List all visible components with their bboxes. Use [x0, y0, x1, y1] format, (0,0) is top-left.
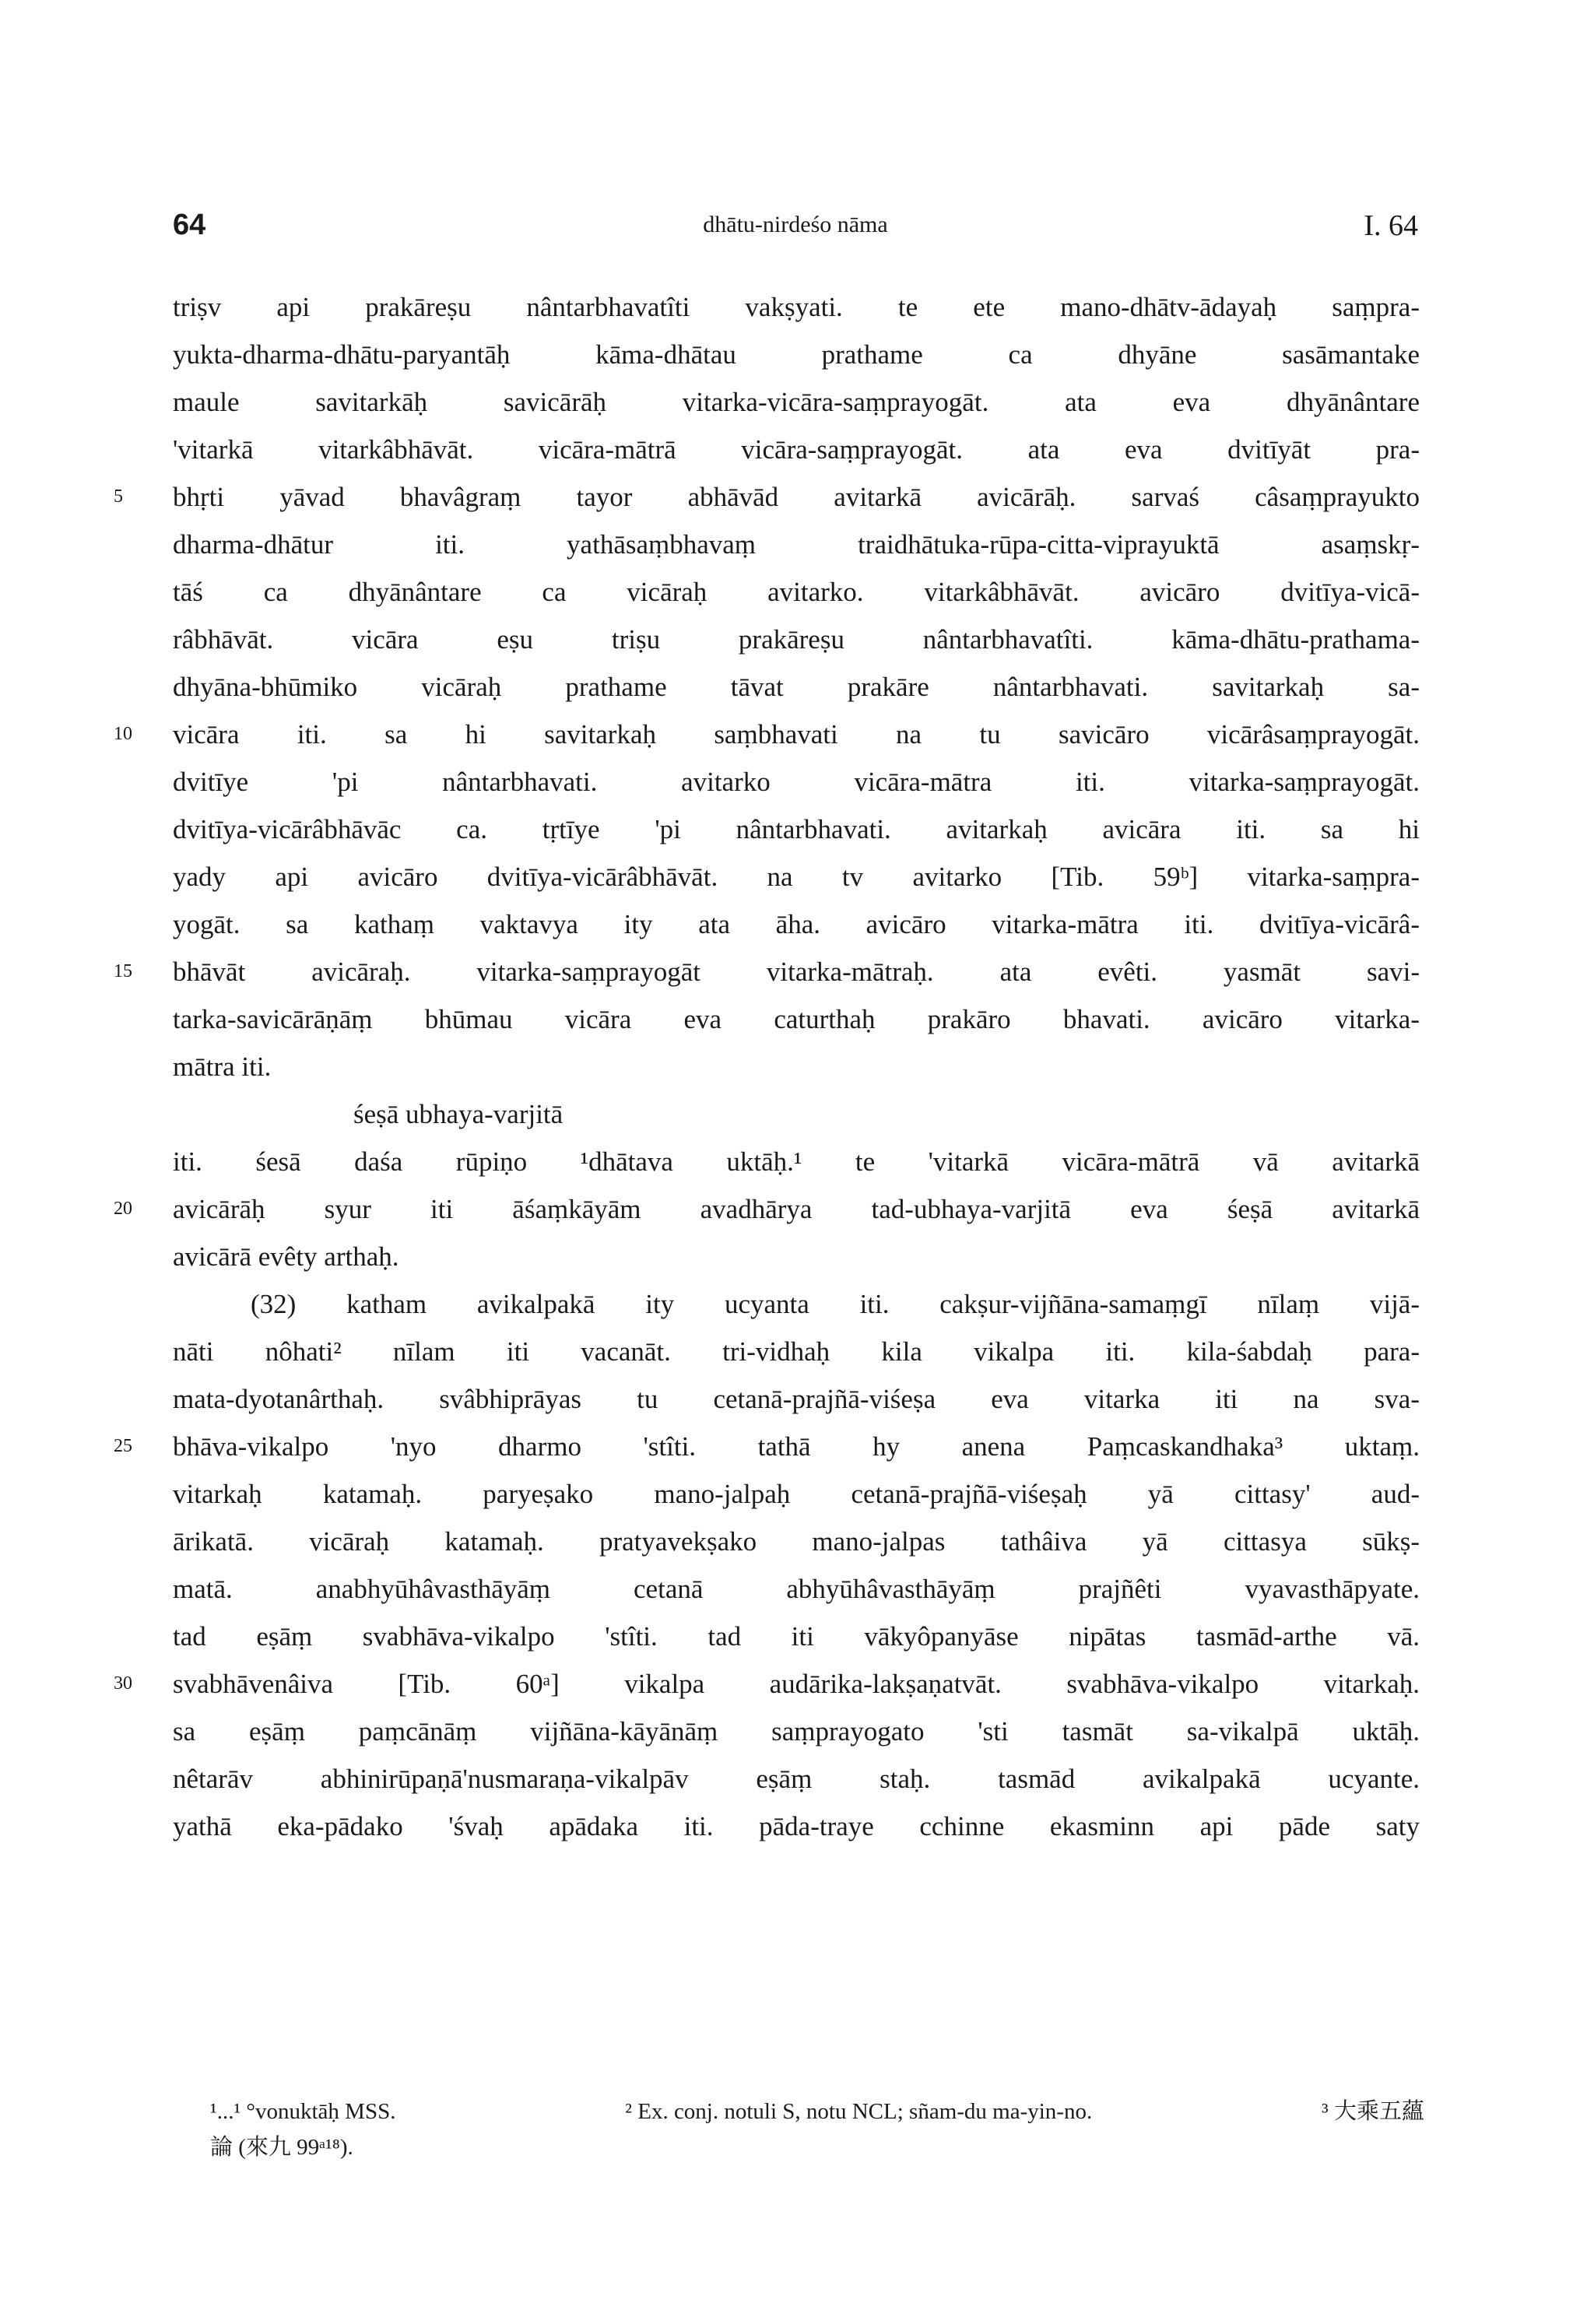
footnote-3-continuation: 論 (來九 99ᵃ¹⁸). [210, 2135, 353, 2160]
line-number: 25 [114, 1436, 132, 1456]
text-line: matā. anabhyūhâvasthāyāṃ cetanā abhyūhâvasthāyāṃ prajñêti vyavasthāpyate. [173, 1574, 1420, 1604]
text-line: bhṛti yāvad bhavâgraṃ tayor abhāvād avitarkā avicārāḥ. sarvaś câsaṃprayukto [173, 482, 1420, 512]
text-line: avicārāḥ syur iti āśaṃkāyām avadhārya tad-ubhaya-varjitā eva śeṣā avitarkā [173, 1194, 1420, 1224]
text-line: dhyāna-bhūmiko vicāraḥ prathame tāvat prakāre nântarbhavati. savitarkaḥ sa- [173, 672, 1420, 702]
text-line: dvitīya-vicārâbhāvāc ca. tṛtīye 'pi nântarbhavati. avitarkaḥ avicāra iti. sa hi [173, 814, 1420, 844]
text-line: triṣv api prakāreṣu nântarbhavatîti vakṣyati. te ete mano-dhātv-ādayaḥ saṃpra- [173, 292, 1420, 322]
paragraph-start-line: (32) katham avikalpakā ity ucyanta iti. cakṣur-vijñāna-samaṃgī nīlaṃ vijā- [251, 1289, 1420, 1319]
line-number: 10 [114, 724, 132, 744]
text-line: yogāt. sa kathaṃ vaktavya ity ata āha. avicāro vitarka-mātra iti. dvitīya-vicārâ- [173, 909, 1420, 939]
line-number: 15 [114, 961, 132, 981]
text-line: 'vitarkā vitarkâbhāvāt. vicāra-mātrā vicāra-saṃprayogāt. ata eva dvitīyāt pra- [173, 434, 1420, 465]
text-line: nāti nôhati² nīlam iti vacanāt. tri-vidhaḥ kila vikalpa iti. kila-śabdaḥ para- [173, 1336, 1420, 1367]
line-number: 5 [114, 486, 123, 507]
text-line: yathā eka-pādako 'śvaḥ apādaka iti. pāda-traye cchinne ekasminn api pāde saty [173, 1811, 1420, 1841]
text-line: dvitīye 'pi nântarbhavati. avitarko vicāra-mātra iti. vitarka-saṃprayogāt. [173, 767, 1420, 797]
text-line: sa eṣāṃ paṃcānāṃ vijñāna-kāyānāṃ saṃprayogato 'sti tasmāt sa-vikalpā uktāḥ. [173, 1716, 1420, 1747]
text-line: iti. śesā daśa rūpiṇo ¹dhātava uktāḥ.¹ te 'vitarkā vicāra-mātrā vā avitarkā [173, 1146, 1420, 1177]
text-line: tarka-savicārāṇāṃ bhūmau vicāra eva caturthaḥ prakāro bhavati. avicāro vitarka- [173, 1004, 1420, 1034]
page-header [173, 209, 1418, 247]
text-line: vicāra iti. sa hi savitarkaḥ saṃbhavati na tu savicāro vicārâsaṃprayogāt. [173, 719, 1420, 750]
line-number: 30 [114, 1673, 132, 1694]
text-line: ārikatā. vicāraḥ katamaḥ. pratyavekṣako mano-jalpas tathâiva yā cittasya sūkṣ- [173, 1526, 1420, 1557]
text-line: dharma-dhātur iti. yathāsaṃbhavaṃ traidhātuka-rūpa-citta-viprayuktā asaṃskṛ- [173, 529, 1420, 560]
verse-line: śeṣā ubhaya-varjitā [353, 1099, 564, 1129]
text-line: bhāva-vikalpo 'nyo dharmo 'stîti. tathā hy anena Paṃcaskandhaka³ uktaṃ. [173, 1431, 1420, 1462]
footnote-1: ¹...¹ °vonuktāḥ MSS. [210, 2099, 396, 2124]
text-line: avicārā evêty arthaḥ. [173, 1241, 399, 1272]
main-text [173, 283, 1420, 1850]
footnote-2: ² Ex. conj. notuli S, notu NCL; sñam-du ma-yin-no. [625, 2099, 1093, 2124]
text-line: maule savitarkāḥ savicārāḥ vitarka-vicāra-saṃprayogāt. ata eva dhyānântare [173, 387, 1420, 417]
text-line: râbhāvāt. vicāra eṣu triṣu prakāreṣu nântarbhavatîti. kāma-dhātu-prathama- [173, 624, 1420, 655]
text-line: mata-dyotanârthaḥ. svâbhiprāyas tu cetanā-prajñā-viśeṣa eva vitarka iti na sva- [173, 1384, 1420, 1414]
text-line: bhāvāt avicāraḥ. vitarka-saṃprayogāt vitarka-mātraḥ. ata evêti. yasmāt savi- [173, 957, 1420, 987]
text-line: nêtarāv abhinirūpaṇā'nusmaraṇa-vikalpāv eṣāṃ staḥ. tasmād avikalpakā ucyante. [173, 1764, 1420, 1794]
text-line: mātra iti. [173, 1051, 272, 1082]
text-line: svabhāvenâiva [Tib. 60ᵃ] vikalpa audārika-lakṣaṇatvāt. svabhāva-vikalpo vitarkaḥ. [173, 1669, 1420, 1699]
line-number: 20 [114, 1199, 132, 1219]
text-line: vitarkaḥ katamaḥ. paryeṣako mano-jalpaḥ cetanā-prajñā-viśeṣaḥ yā cittasy' aud- [173, 1479, 1420, 1509]
text-line: tad eṣāṃ svabhāva-vikalpo 'stîti. tad iti vākyôpanyāse nipātas tasmād-arthe vā. [173, 1621, 1420, 1652]
page-number: 64 [173, 209, 206, 241]
footnote-3: ³ 大乘五蘊 [1322, 2099, 1424, 2124]
text-line: tāś ca dhyānântare ca vicāraḥ avitarko. vitarkâbhāvāt. avicāro dvitīya-vicā- [173, 577, 1420, 607]
text-line: yady api avicāro dvitīya-vicārâbhāvāt. na tv avitarko [Tib. 59ᵇ] vitarka-saṃpra- [173, 862, 1420, 892]
footnotes [210, 2094, 1424, 2165]
running-title: dhātu-nirdeśo nāma [703, 212, 888, 237]
text-line: yukta-dharma-dhātu-paryantāḥ kāma-dhātau prathame ca dhyāne sasāmantake [173, 339, 1420, 370]
section-reference: I. 64 [1364, 209, 1418, 242]
